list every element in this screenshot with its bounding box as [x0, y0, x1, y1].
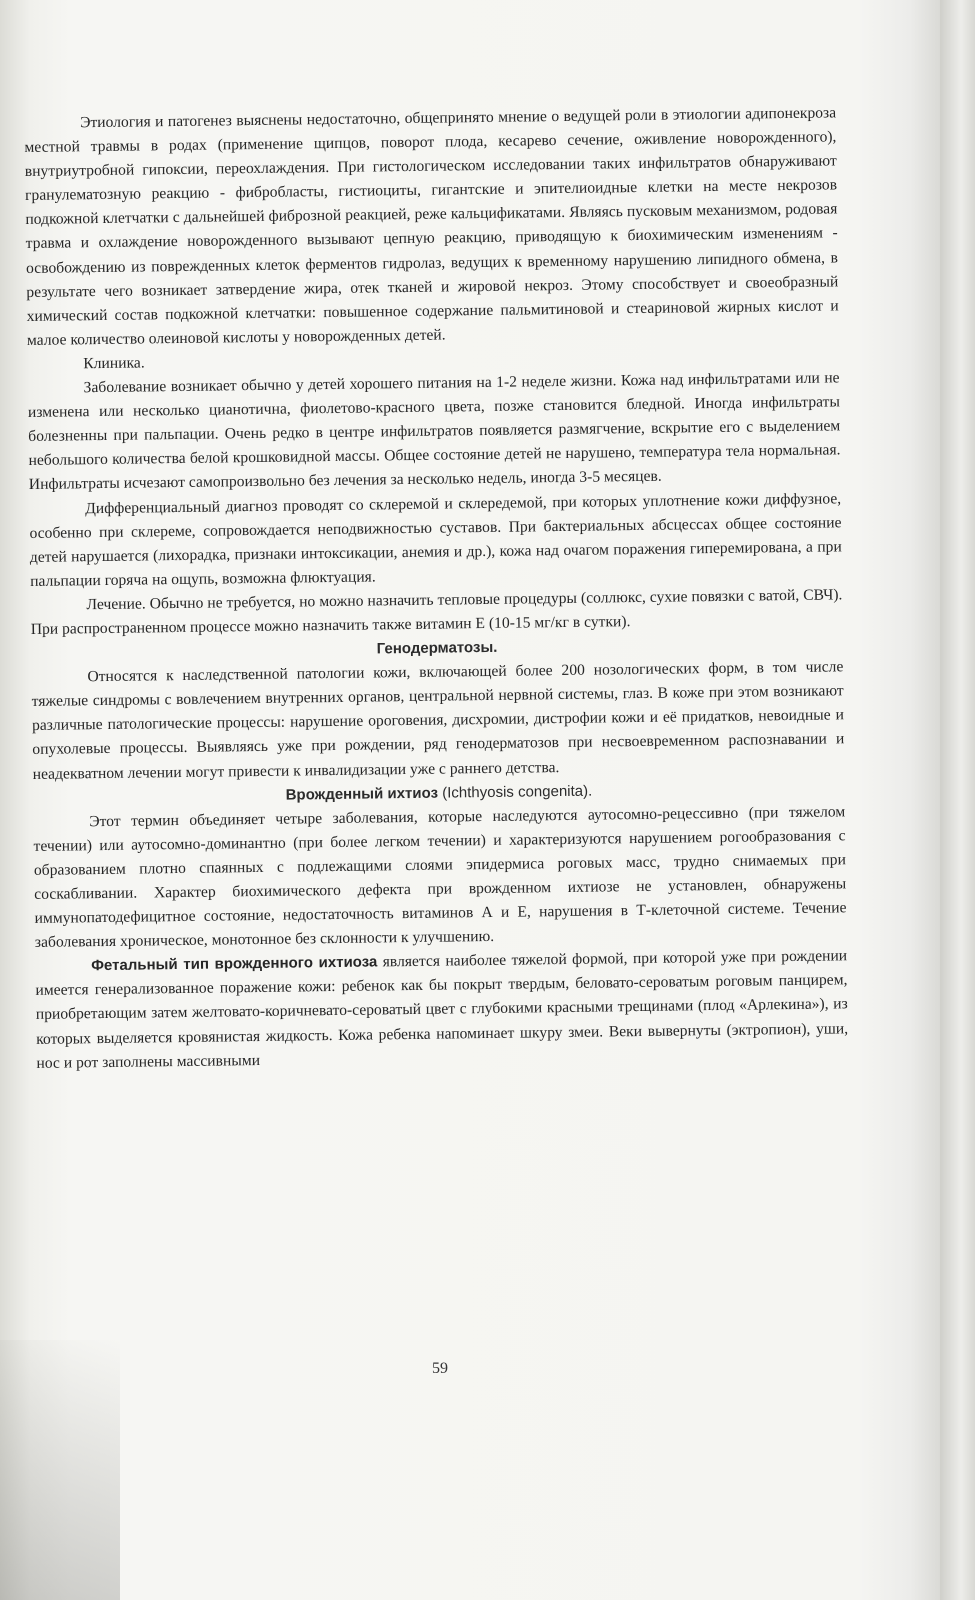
page-text-body [24, 101, 849, 1075]
fetal-type-lead: Фетальный тип врожденного ихтиоза [91, 953, 378, 975]
paragraph-ichthyosis: Этот термин объединяет четыре заболевания, которые наследуются аутосомно-рецессивно (при тяжелом течении) или аутосомно-доминантно (при более легком течении) и характеризуются нарушением рогообразования с образованием плотно спаянных с подлежащими слоями эпидермиса роговых масс, трудно снимаемых при соскабливании. Характер биохимического дефекта при врожденном ихтиозе не установлен, обнаружены иммунопатодефицитное состояние, недостаточность витаминов А и Е, нарушения в Т-клеточной системе. Течение заболевания хроническое, монотонное без склонности к улучшению. [33, 803, 847, 952]
paragraph-differential-diagnosis: Дифференциальный диагноз проводят со склеремой и склередемой, при которых уплотнение кожи диффузное, особенно при склереме, сопровождается неподвижностью суставов. При бактериальных абсцессах общее состояние детей нарушается (лихорадка, признаки интоксикации, анемия и др.), кожа над очагом поражения гиперемирована, а при пальпации горяча на ощупь, возможна флюктуация. [29, 489, 842, 590]
heading-ichthyosis-ru: Врожденный ихтиоз [285, 784, 439, 804]
paragraph-etiology: Этиология и патогенез выяснены недостаточно, общепринято мнение о ведущей роли в этиологии адипонекроза местной травмы в родах (применение щипцов, поворот плода, кесарево сечение, оживление новорожденного), внутриутробной гипоксии, переохлаждения. При гистологическом исследовании таких инфильтратов обнаруживают гранулематозную реакцию - фибробласты, гистиоциты, гигантские и эпителиоидные клетки на месте некрозов подкожной клетчатки с дальнейшей фиброзной реакцией, реже кальцификатами. Являясь пусковым механизмом, родовая травма и охлаждение новорожденного вызывают цепную реакцию, приводящую к биохимическим изменениям - освобождению из поврежденных клеток ферментов гидролаз, ведущих к временному нарушению липидного обмена, в результате чего возникает затвердение жира, отек тканей и жировой некроз. Этому способствует и своеобразный химический состав подкожной клетчатки: повышенное содержание пальмитиновой и стеариновой жирных кислот и малое количество олеиновой кислоты у новорожденных детей. [24, 104, 839, 349]
heading-genodermatoses: Генодерматозы. [376, 638, 498, 658]
heading-clinic: Клиника. [83, 354, 145, 373]
paragraph-clinic: Заболевание возникает обычно у детей хорошего питания на 1-2 неделе жизни. Кожа над инфильтратами или не изменена или несколько цианотична, фиолетово-красного цвета, позже становится бледной. Иногда инфильтраты болезненны при пальпации. Очень редко в центре инфильтратов появляется размягчение, вскрытие его с выделением небольшого количества белой крошковидной массы. Общее состояние детей не нарушено, температура тела нормальная. Инфильтраты исчезают самопроизвольно без лечения за несколько недель, иногда 3-5 месяцев. [27, 369, 841, 494]
fetal-type-text: является наиболее тяжелой формой, при которой уже при рождении имеется генерализованное поражение кожи: ребенок как бы покрыт твердым, беловато-сероватым роговым панцирем, приобретающим затем желтовато-коричневато-сероватый цвет с глубокими красными трещинами (плод «Арлекина»), из которых выделяется кровянистая жидкость. Кожа ребенка напоминает шкуру змеи. Веки вывернуты (эктропион), уши, нос и рот заполнены массивными [35, 947, 849, 1072]
page-number: 59 [432, 1360, 448, 1377]
paragraph-genodermatoses: Относятся к наследственной патологии кожи, включающей более 200 нозологических форм, в том числе тяжелые синдромы с вовлечением внутренних органов, центральной нервной системы, глаз. В коже при этом возникают различные патологические процессы: нарушение ороговения, дисхромии, дистрофии кожи и её придатков, невоидные и опухолевые процессы. Выявляясь уже при рождении, ряд генодерматозов при несвоевременном распознавании и неадекватном лечении могут привести к инвалидизации уже с раннего детства. [31, 658, 845, 783]
book-edge [940, 0, 975, 1600]
paragraph-fetal-type [35, 945, 849, 1076]
paragraph-treatment: Лечение. Обычно не требуется, но можно назначить тепловые процедуры (соллюкс, сухие повязки с ватой, СВЧ). При распространенном процессе можно назначить также витамин Е (10-15 мг/кг в сутки). [30, 586, 843, 638]
heading-ichthyosis-latin: (Ichthyosis congenita). [437, 782, 593, 802]
